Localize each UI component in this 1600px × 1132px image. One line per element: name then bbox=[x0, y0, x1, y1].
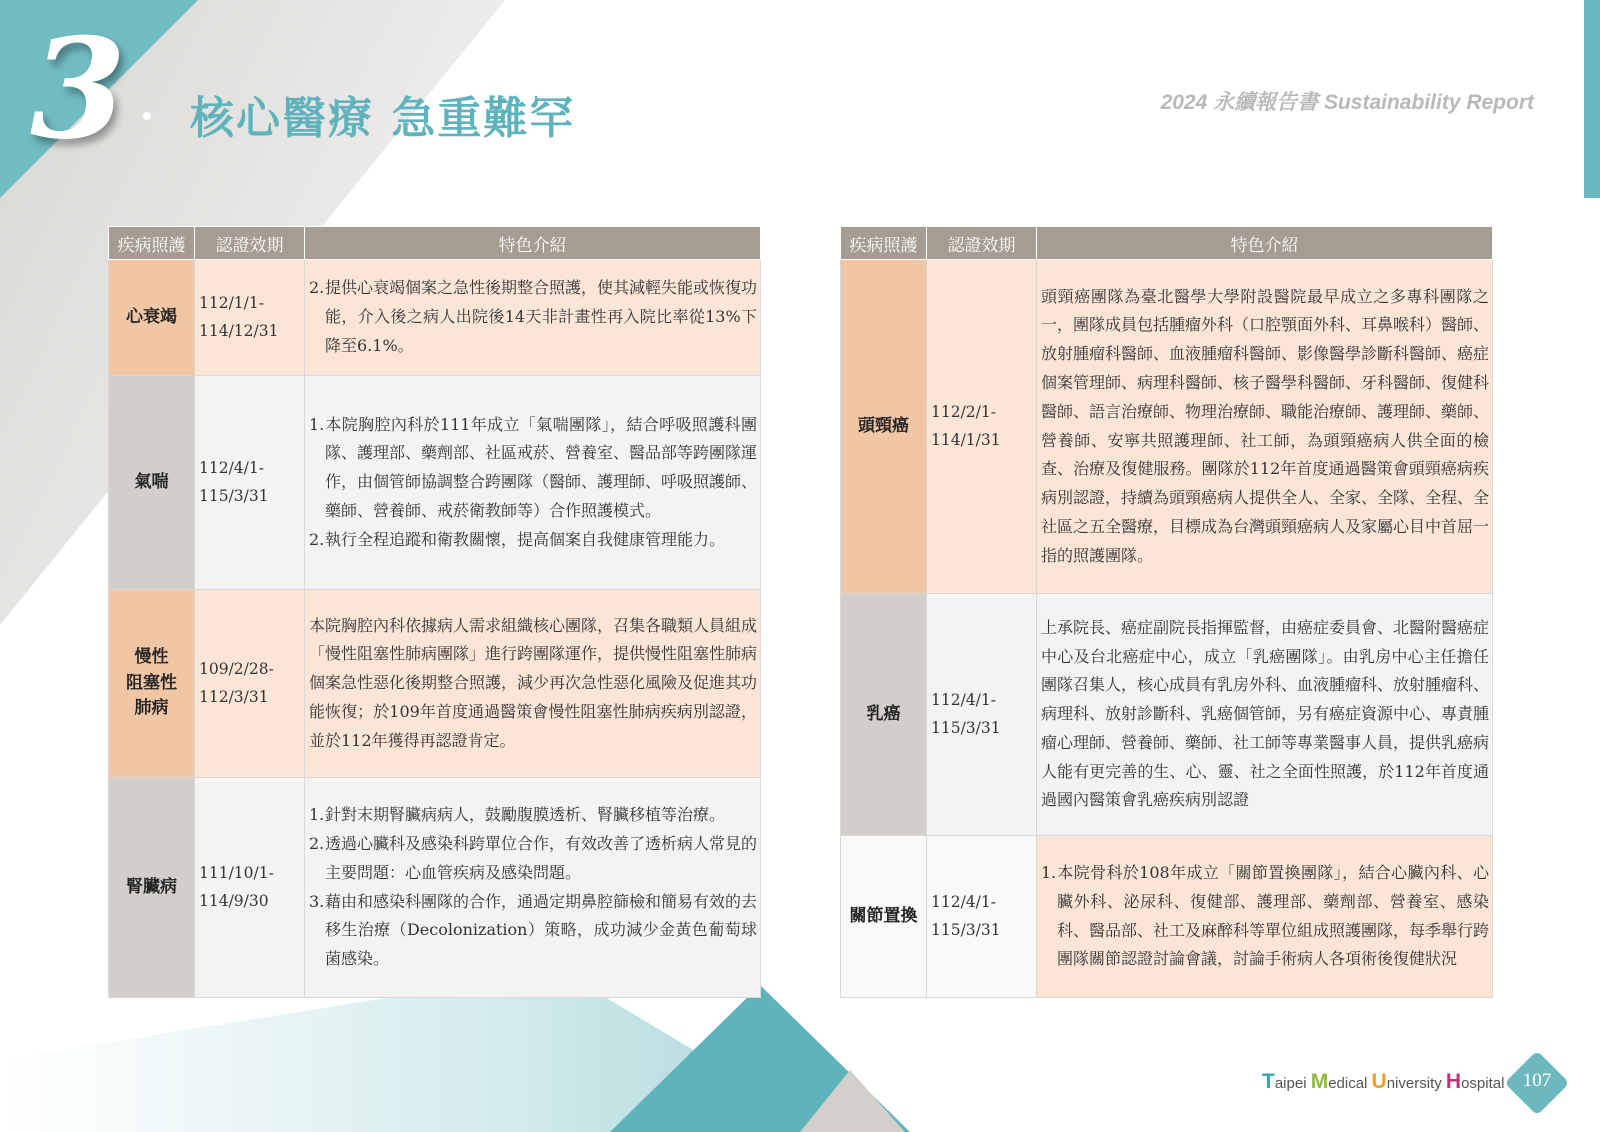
description-point bbox=[309, 888, 757, 974]
description-point bbox=[309, 274, 757, 360]
disease-name: 氣喘 bbox=[134, 471, 169, 492]
description-point bbox=[309, 526, 757, 555]
point-text: 本院骨科於108年成立「關節置換團隊」，結合心臟內科、心臟外科、泌尿科、復健部、護理部、藥劑部、營養室、感染科、醫品部、社工及麻醉科等單位組成照護團隊，每季舉行跨團隊關節認證討論會議，討論手術病人各項術後復健狀況 bbox=[1057, 862, 1490, 969]
header-description: 特色介紹 bbox=[305, 227, 761, 260]
period-cell bbox=[195, 778, 305, 998]
disease-cell bbox=[109, 590, 195, 778]
disease-cell bbox=[841, 836, 927, 998]
description-paragraph: 頭頸癌團隊為臺北醫學大學附設醫院最早成立之多專科團隊之一，團隊成員包括腫瘤外科（口腔顎面外科、耳鼻喉科）醫師、放射腫瘤科醫師、血液腫瘤科醫師、影像醫學診斷科醫師、癌症個案管理師、病理科醫師、核子醫學科醫師、牙科醫師、復健科醫師、語言治療師、物理治療師、職能治療師、護理師、藥師、營養師、安寧共照護理師、社工師，為頭頸癌病人供全面的檢查、治療及復健服務。團隊於112年首度通過醫策會頭頸癌病疾病別認證，持續為頭頸癌病人提供全人、全家、全隊、全程、全社區之五全醫療，目標成為台灣頭頸癌病人及家屬心目中首屈一指的照護團隊。 bbox=[1041, 286, 1490, 565]
period-start: 112/1/1- bbox=[199, 293, 264, 312]
disease-cell bbox=[109, 260, 195, 376]
header-period: 認證效期 bbox=[195, 227, 305, 260]
point-text: 透過心臟科及感染科跨單位合作，有效改善了透析病人常見的主要問題：心血管疾病及感染問題。 bbox=[325, 833, 758, 882]
disease-cell bbox=[109, 376, 195, 590]
disease-name: 腎臟病 bbox=[126, 876, 177, 897]
hospital-brand bbox=[1262, 1070, 1504, 1094]
table-header-row bbox=[109, 227, 761, 260]
point-number: 1. bbox=[309, 805, 325, 825]
period-start: 112/4/1- bbox=[199, 458, 264, 477]
point-text: 執行全程追蹤和衛教關懷，提高個案自我健康管理能力。 bbox=[325, 529, 726, 549]
disease-name: 心衰竭 bbox=[126, 306, 177, 327]
disease-name: 乳癌 bbox=[866, 703, 901, 724]
point-number: 2. bbox=[309, 529, 325, 549]
chapter-number: 3 bbox=[30, 7, 127, 170]
period-cell bbox=[195, 260, 305, 376]
period-cell bbox=[927, 260, 1037, 594]
period-end: 115/3/31 bbox=[931, 920, 1001, 939]
table-header-row bbox=[841, 227, 1493, 260]
description-cell bbox=[305, 778, 761, 998]
point-text: 本院胸腔內科於111年成立「氣喘團隊」，結合呼吸照護科團隊、護理部、藥劑部、社區戒菸、營養室、醫品部等跨團隊運作，由個管師協調整合跨團隊（醫師、護理師、呼吸照護師、藥師、營養師、戒菸衛教師等）合作照護模式。 bbox=[325, 414, 758, 520]
point-number: 1. bbox=[1041, 862, 1057, 882]
right-edge-bar bbox=[1584, 0, 1600, 198]
period-cell bbox=[195, 376, 305, 590]
point-number: 1. bbox=[309, 414, 325, 434]
period-end: 115/3/31 bbox=[931, 718, 1001, 737]
period-end: 114/9/30 bbox=[199, 891, 269, 910]
disease-name-line: 阻塞性 bbox=[126, 672, 177, 693]
report-title: 2024 永續報告書 Sustainability Report bbox=[1160, 91, 1534, 114]
description-point bbox=[309, 830, 757, 888]
table-row bbox=[109, 376, 761, 590]
table-row bbox=[841, 836, 1493, 998]
brand-rest: ospital bbox=[1461, 1075, 1505, 1092]
table-row bbox=[109, 590, 761, 778]
description-cell bbox=[305, 260, 761, 376]
disease-name: 頭頸癌 bbox=[858, 415, 909, 436]
period-start: 112/4/1- bbox=[931, 690, 996, 709]
description-cell bbox=[1037, 594, 1493, 836]
brand-capital: T bbox=[1262, 1070, 1275, 1093]
period-end: 114/12/31 bbox=[199, 321, 279, 340]
brand-word bbox=[1445, 1070, 1505, 1093]
description-point bbox=[309, 801, 757, 830]
brand-rest: edical bbox=[1328, 1075, 1372, 1092]
page-number: 107 bbox=[1522, 1070, 1552, 1091]
disease-cell bbox=[109, 778, 195, 998]
point-number: 2. bbox=[309, 278, 325, 298]
description-cell bbox=[305, 376, 761, 590]
period-cell bbox=[195, 590, 305, 778]
disease-cell bbox=[841, 594, 927, 836]
period-end: 115/3/31 bbox=[199, 486, 269, 505]
brand-capital: U bbox=[1371, 1070, 1387, 1093]
brand-rest: niversity bbox=[1386, 1075, 1446, 1092]
table-row bbox=[841, 260, 1493, 594]
point-text: 藉由和感染科團隊的合作，通過定期鼻腔篩檢和簡易有效的去移生治療（Decolonization）策略，成功減少金黃色葡萄球菌感染。 bbox=[325, 891, 758, 969]
header-disease: 疾病照護 bbox=[841, 227, 927, 260]
point-text: 針對末期腎臟病病人，鼓勵腹膜透析、腎臟移植等治療。 bbox=[325, 805, 726, 825]
header-description: 特色介紹 bbox=[1037, 227, 1493, 260]
right-certification-table bbox=[840, 226, 1493, 998]
description-paragraph: 本院胸腔內科依據病人需求組織核心團隊，召集各職類人員組成「慢性阻塞性肺病團隊」進行跨團隊運作，提供慢性阻塞性肺病個案急性惡化後期整合照護，減少再次急性惡化風險及促進其功能恢復；於109年首度通過醫策會慢性阻塞性肺病疾病別認證，並於112年獲得再認證肯定。 bbox=[309, 615, 758, 750]
brand-word bbox=[1310, 1070, 1372, 1093]
description-cell bbox=[1037, 260, 1493, 594]
period-cell bbox=[927, 836, 1037, 998]
disease-name-line: 慢性 bbox=[134, 647, 169, 668]
period-end: 114/1/31 bbox=[931, 430, 1001, 449]
point-number: 2. bbox=[309, 833, 325, 853]
disease-name-line: 肺病 bbox=[134, 698, 169, 719]
description-cell bbox=[1037, 836, 1493, 998]
period-end: 112/3/31 bbox=[199, 687, 269, 706]
disease-cell bbox=[841, 260, 927, 594]
table-row bbox=[109, 260, 761, 376]
period-start: 112/4/1- bbox=[931, 892, 996, 911]
period-start: 111/10/1- bbox=[199, 863, 274, 882]
point-text: 提供心衰竭個案之急性後期整合照護，使其減輕失能或恢復功能，介入後之病人出院後14天非計畫性再入院比率從13%下降至6.1%。 bbox=[325, 278, 758, 355]
left-certification-table bbox=[108, 226, 761, 998]
disease-name: 關節置換 bbox=[849, 905, 918, 926]
point-number: 3. bbox=[309, 891, 325, 911]
table-row bbox=[841, 594, 1493, 836]
header-disease: 疾病照護 bbox=[109, 227, 195, 260]
brand-word bbox=[1371, 1070, 1446, 1093]
table-row bbox=[109, 778, 761, 998]
description-paragraph: 上承院長、癌症副院長指揮監督，由癌症委員會、北醫附醫癌症中心及台北癌症中心，成立「乳癌團隊」。由乳房中心主任擔任團隊召集人，核心成員有乳房外科、血液腫瘤科、放射腫瘤科、病理科、放射診斷科、乳癌個管師，另有癌症資源中心、專責腫瘤心理師、營養師、藥師、社工師等專業醫事人員，提供乳癌病人能有更完善的生、心、靈、社之全面性照護，於112年首度通過國內醫策會乳癌疾病別認證 bbox=[1041, 617, 1490, 810]
description-point bbox=[309, 411, 757, 526]
period-cell bbox=[927, 594, 1037, 836]
chapter-title: 核心醫療 急重難罕 bbox=[190, 93, 576, 144]
brand-word bbox=[1262, 1070, 1311, 1093]
description-cell bbox=[305, 590, 761, 778]
brand-rest: aipei bbox=[1274, 1075, 1311, 1092]
period-start: 112/2/1- bbox=[931, 402, 996, 421]
brand-capital: H bbox=[1445, 1070, 1462, 1093]
brand-capital: M bbox=[1310, 1070, 1329, 1093]
chapter-dot bbox=[143, 112, 151, 120]
period-start: 109/2/28- bbox=[199, 659, 274, 678]
header-period: 認證效期 bbox=[927, 227, 1037, 260]
description-point bbox=[1041, 859, 1489, 974]
